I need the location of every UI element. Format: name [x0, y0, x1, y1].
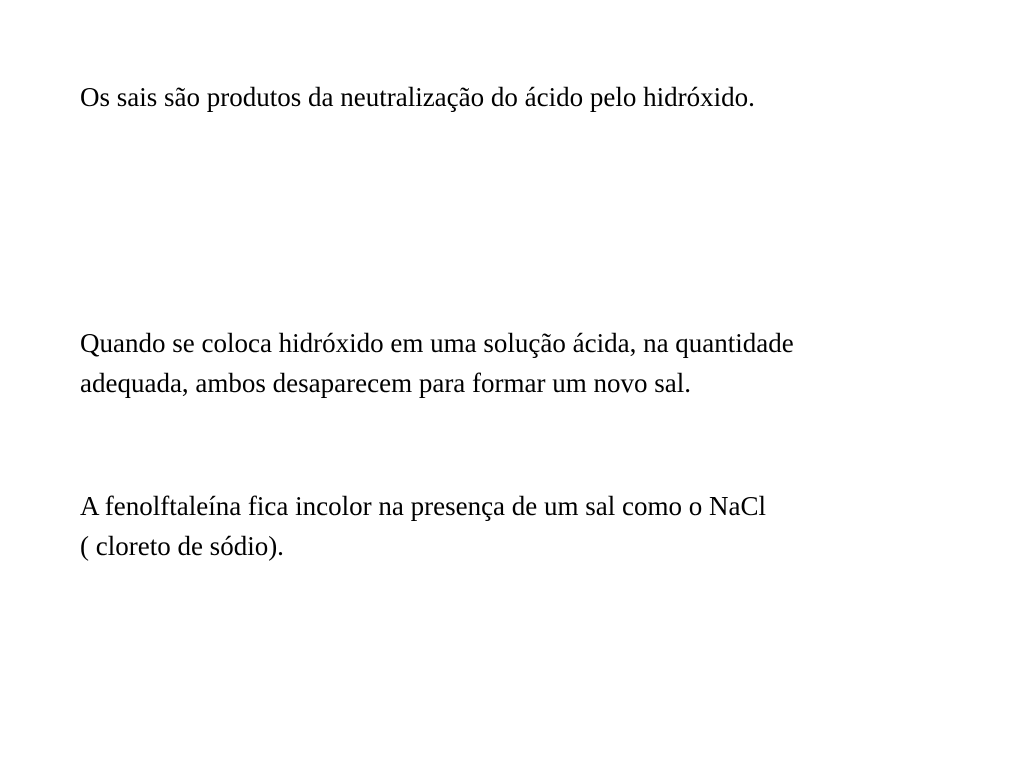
paragraph-hydroxide-acid: Quando se coloca hidróxido em uma solução ácida, na quantidade adequada, ambos desaparecem para formar um novo sal.: [80, 328, 794, 398]
paragraph-phenolphthalein: A fenolftaleína fica incolor na presença de um sal como o NaCl ( cloreto de sódio).: [80, 491, 766, 561]
paragraph-neutralization: Os sais são produtos da neutralização do ácido pelo hidróxido.: [80, 82, 755, 112]
